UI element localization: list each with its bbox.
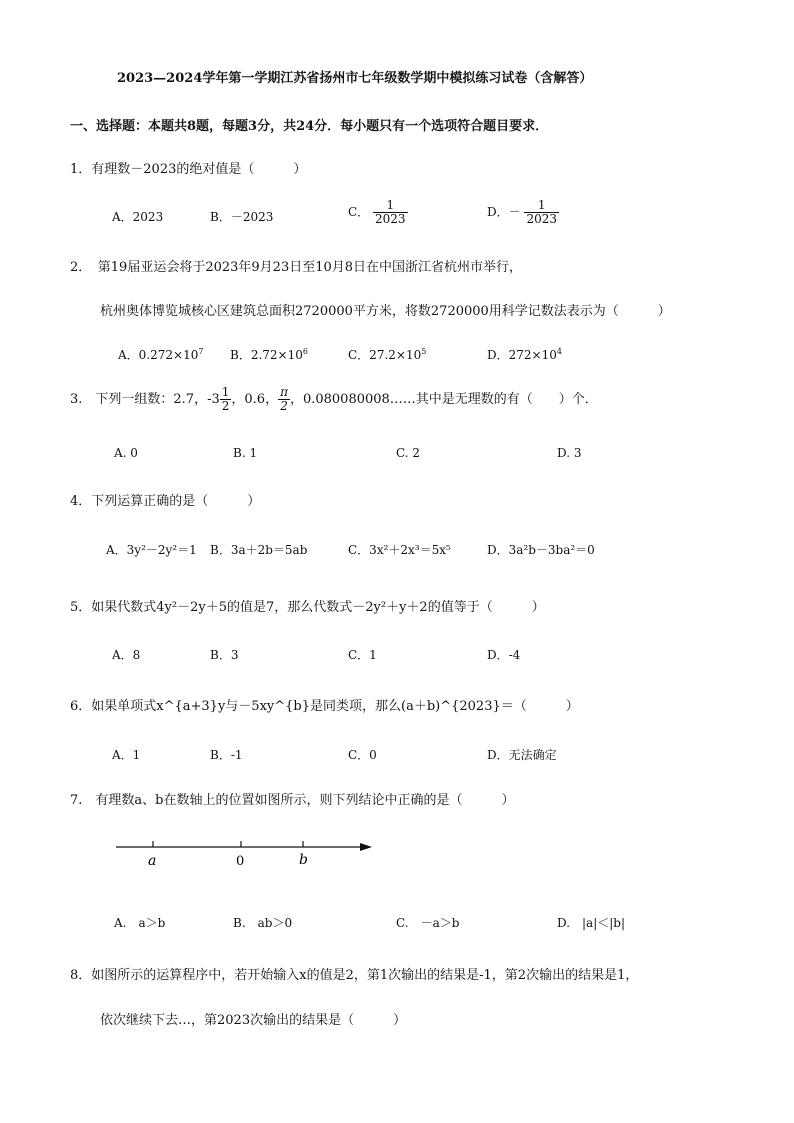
question-7-stem: 7. 有理数a、b在数轴上的位置如图所示，则下列结论中正确的是（ ）: [70, 793, 515, 808]
question-3-option-d: D. 3: [557, 446, 582, 460]
option-text: B．2.72×10: [230, 348, 303, 362]
question-2-option-d: [487, 346, 562, 363]
exponent: 5: [421, 347, 427, 356]
number-line-figure: [110, 835, 380, 875]
exponent: 7: [198, 347, 204, 356]
section-heading: 一、选择题：本题共8题，每题3分，共24分．每小题只有一个选项符合题目要求．: [70, 119, 549, 134]
stem-suffix: ，0.080080008……其中是无理数的有（ ）个．: [289, 392, 598, 408]
fraction-denominator: 2023: [375, 212, 406, 227]
fraction-denominator: 2023: [526, 212, 557, 227]
question-3-stem: [70, 386, 598, 413]
question-2-line-2: 杭州奥体博览城核心区建筑总面积2720000平方米，将数2720000用科学记数法表示为（ ）: [100, 304, 671, 319]
question-3-option-c: C. 2: [396, 446, 421, 460]
question-5-stem: 5．如果代数式4y²－2y＋5的值是7，那么代数式－2y²＋y＋2的值等于（ ）: [70, 600, 545, 615]
question-2-line-1: 2． 第19届亚运会将于2023年9月23日至10月8日在中国浙江省杭州市举行，: [70, 260, 523, 275]
question-4-stem: 4．下列运算正确的是（ ）: [70, 494, 261, 509]
option-d-prefix: D．－: [487, 205, 521, 220]
question-5-option-d: D．-4: [487, 648, 521, 662]
fraction-numerator: 1: [524, 199, 559, 213]
question-7-option-c: C. －a＞b: [396, 916, 460, 930]
question-1-stem: 1．有理数－2023的绝对值是（ ）: [70, 162, 307, 177]
option-c-prefix: C．: [348, 205, 370, 220]
fraction-denominator: 2: [280, 399, 288, 414]
question-4-option-c: C．3x²＋2x³＝5x⁵: [348, 543, 451, 557]
question-6-option-b: B．-1: [210, 748, 243, 762]
option-text: C．27.2×10: [348, 348, 422, 362]
question-5-option-c: C．1: [348, 648, 377, 662]
stem-middle: ，0.6，: [231, 392, 279, 408]
fraction-numerator: 1: [373, 199, 408, 213]
number-line-arrow: [360, 843, 372, 851]
question-1-option-c: [348, 199, 408, 226]
question-2-option-b: [230, 346, 308, 363]
label-a: a: [148, 853, 157, 869]
question-6-stem: 6．如果单项式x^{a+3}y与－5xy^{b}是同类项，那么(a＋b)^{2023}＝（ ）: [70, 699, 579, 714]
question-8-line-1: 8．如图所示的运算程序中，若开始输入x的值是2，第1次输出的结果是-1，第2次输出的结果是1，: [70, 968, 639, 983]
fraction-denominator: 2: [221, 399, 230, 414]
question-8-line-2: 依次继续下去…，第2023次输出的结果是（ ）: [100, 1013, 407, 1028]
page-title: 2023—2024学年第一学期江苏省扬州市七年级数学期中模拟练习试卷（含解答）: [117, 71, 593, 86]
question-1-option-b: B．－2023: [210, 210, 274, 224]
question-3-option-b: B. 1: [233, 446, 258, 460]
question-5-option-a: A．8: [112, 648, 141, 662]
stem-prefix: 3. 下列一组数：2.7，-3: [70, 392, 220, 408]
question-6-option-d: D．无法确定: [487, 748, 557, 762]
question-6-option-a: A．1: [112, 748, 141, 762]
question-2-option-a: [118, 346, 203, 363]
label-b: b: [299, 852, 308, 868]
question-1-option-d: [487, 199, 559, 226]
question-3-option-a: A. 0: [114, 446, 138, 460]
option-text: D．272×10: [487, 348, 557, 362]
label-zero: 0: [236, 854, 245, 869]
question-4-option-a: A．3y²－2y²＝1: [106, 543, 197, 557]
question-4-option-b: B．3a＋2b＝5ab: [210, 543, 308, 557]
question-1-option-a: A．2023: [112, 210, 164, 224]
question-2-option-c: [348, 346, 426, 363]
exponent: 6: [302, 347, 308, 356]
question-4-option-d: D．3a²b－3ba²＝0: [487, 543, 595, 557]
fraction-numerator: π: [280, 385, 288, 399]
question-5-option-b: B．3: [210, 648, 239, 662]
fraction-numerator: 1: [221, 385, 230, 399]
option-text: A．0.272×10: [118, 348, 199, 362]
question-6-option-c: C．0: [348, 748, 377, 762]
question-7-option-a: A. a＞b: [114, 916, 166, 930]
question-7-option-d: D. |a|＜|b|: [557, 916, 626, 930]
exponent: 4: [556, 347, 562, 356]
question-7-option-b: B. ab＞0: [233, 916, 293, 930]
